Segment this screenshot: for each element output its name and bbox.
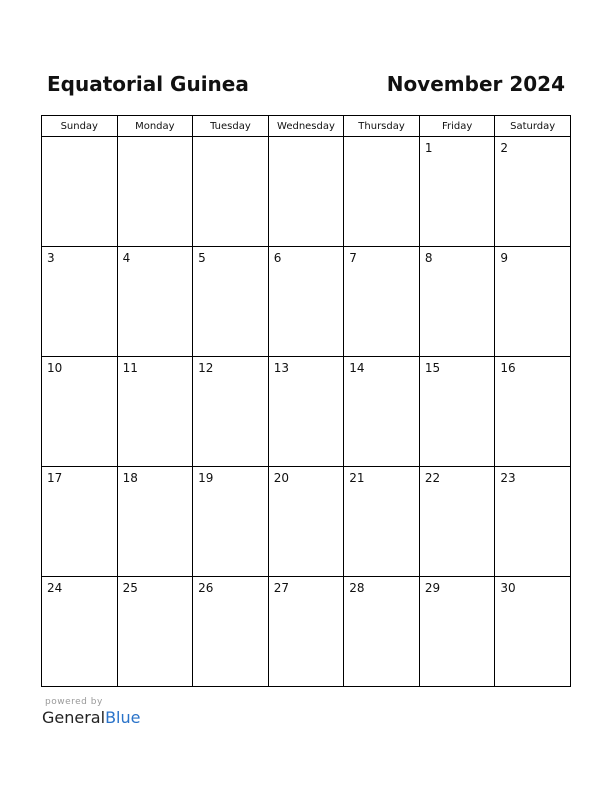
week-row [42,467,571,577]
brand-general-text: General [42,708,106,727]
weekday-tuesday: Tuesday [193,116,269,137]
day-cell [193,467,269,577]
day-number: 13 [273,361,289,375]
day-number: 6 [273,251,282,265]
day-cell [495,467,571,577]
day-number [193,137,268,141]
day-number: 2 [500,141,509,155]
day-number: 30 [500,581,516,595]
day-cell [117,577,193,687]
day-number: 15 [424,361,441,375]
day-number: 9 [500,251,509,265]
day-cell [268,357,344,467]
powered-by-label: powered by [45,697,103,707]
weekday-monday: Monday [117,116,193,137]
day-cell [193,577,269,687]
day-cell [344,467,420,577]
week-row [42,137,571,247]
day-cell [193,357,269,467]
week-row [42,577,571,687]
day-number: 3 [47,251,55,265]
week-row [42,357,571,467]
day-cell [193,247,269,357]
day-cell [117,357,193,467]
brand-blue-text: Blue [105,708,141,727]
day-number: 26 [198,581,214,595]
day-cell [117,247,193,357]
day-cell [268,467,344,577]
day-number: 28 [349,581,365,595]
country-title: Equatorial Guinea [47,72,249,96]
weekday-friday: Friday [419,116,495,137]
day-cell [268,247,344,357]
day-number: 1 [424,141,433,155]
day-number: 27 [273,581,289,595]
day-cell [344,247,420,357]
day-cell [495,137,571,247]
day-cell [42,137,118,247]
day-cell [344,137,420,247]
weekday-sunday: Sunday [42,116,118,137]
day-cell [193,137,269,247]
day-number: 23 [500,471,516,485]
weekday-wednesday: Wednesday [268,116,344,137]
day-cell [42,247,118,357]
day-number: 25 [122,581,138,595]
day-number: 12 [198,361,214,375]
day-number: 29 [424,581,441,595]
calendar-grid [41,115,571,687]
day-number: 24 [47,581,63,595]
footer-branding [42,696,140,728]
day-number [42,137,117,141]
day-cell [419,247,495,357]
day-cell [117,137,193,247]
weekday-thursday: Thursday [344,116,420,137]
day-number: 11 [122,361,138,375]
week-row [42,247,571,357]
day-cell [42,467,118,577]
day-cell [117,467,193,577]
day-cell [344,357,420,467]
day-number: 8 [424,251,433,265]
day-number: 14 [349,361,365,375]
day-number: 4 [122,251,131,265]
weekday-saturday: Saturday [495,116,571,137]
day-number: 19 [198,471,214,485]
day-cell [419,357,495,467]
day-number: 5 [198,251,206,265]
day-number [269,137,344,141]
day-number: 16 [500,361,516,375]
day-cell [419,137,495,247]
day-cell [495,247,571,357]
day-number [344,137,419,141]
day-cell [268,577,344,687]
day-cell [419,467,495,577]
day-cell [419,577,495,687]
day-number: 17 [47,471,63,485]
day-cell [495,577,571,687]
day-number: 20 [273,471,289,485]
day-number: 7 [349,251,357,265]
day-cell [495,357,571,467]
day-cell [42,577,118,687]
day-cell [344,577,420,687]
generalblue-logo [42,708,140,728]
weekday-header-row [42,116,571,137]
month-year-title: November 2024 [386,72,565,96]
day-number: 18 [122,471,138,485]
day-number: 10 [47,361,63,375]
day-cell [268,137,344,247]
day-number: 21 [349,471,365,485]
day-number: 22 [424,471,441,485]
day-cell [42,357,118,467]
day-number [118,137,193,141]
